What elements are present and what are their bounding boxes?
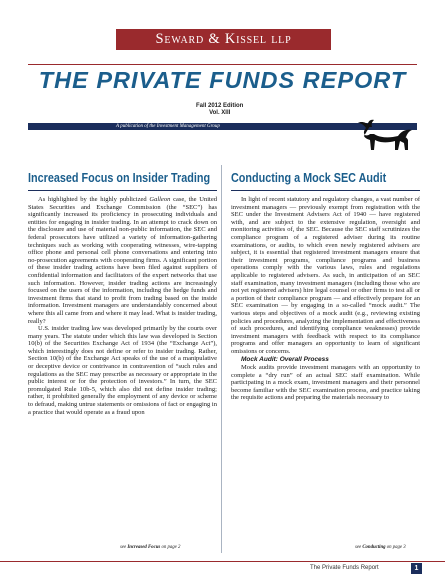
report-title: THE PRIVATE FUNDS REPORT bbox=[38, 67, 407, 93]
section-subhead: Mock Audit: Overall Process bbox=[241, 356, 329, 364]
article-paragraph: Mock audits provide investment managers with an opportunity to complete a “dry run” of an actual SEC staff examination. While participating in a mock exam, investment managers and their personnel become familiar with the SEC examination process, and practice taking the requisite actions and preparing the materials necessary to bbox=[231, 364, 420, 402]
headline-rule bbox=[231, 190, 420, 191]
firm-logo bbox=[116, 29, 331, 50]
article-headline: Conducting a Mock SEC Audit bbox=[231, 170, 387, 185]
column-divider bbox=[221, 165, 222, 553]
firm-logo-text: Seward & Kissel llp bbox=[155, 31, 292, 47]
article-body bbox=[231, 196, 420, 551]
edition-info bbox=[196, 103, 243, 117]
tagline: A publication of the Investment Management Group bbox=[116, 124, 220, 129]
article-paragraph: As highlighted by the highly publicized Galleon case, the United States Securities and Exchange Commission (the “SEC”) has significantly increased its proficiency in prosecuting individuals and entities for engaging in insider trading. In an attempt to crack down on the disclosure and use of material non-public information, the SEC and federal prosecutors have utilized a variety of information-gathering techniques such as working with cooperating witnesses, wire-tapping office phone and personal cell phone conversations and entering into no-prosecution agreements with cooperating firms. A significant portion of these insider trading actions have been filed against suppliers of confidential information and facilitators of the expert networks that use such information. However, insider trading actions are increasingly focused on the users of the information, including the hedge funds and investment firms that stand to profit from trading based on the inside information. Investment managers are understandably concerned about where this all came from and where it may lead. What is insider trading, really? bbox=[28, 196, 217, 325]
header-divider bbox=[28, 64, 417, 65]
article-paragraph: U.S. insider trading law was developed primarily by the courts over many years. The statute under which this law was developed is Section 10(b) of the Securities Exchange Act of 1934 (the “Exchange Act”), which interestingly does not define or refer to insider trading. Rather, Section 10(b) of the Exchange Act speaks of the use of a manipulative or deceptive device or contrivance in contravention of “such rules and regulations as the SEC may prescribe as necessary or appropriate in the public interest or for the protection of investors.” In turn, the SEC promulgated Rule 10b-5, which also did not define insider trading; rather, it prohibited generally the employment of any device or scheme to defraud, making untrue statements or omissions of fact or engaging in a practice that would operate as a fraud upon bbox=[28, 325, 217, 416]
article-paragraph: In light of recent statutory and regulatory changes, a vast number of investment managers — previously exempt from registration with the SEC under the Investment Advisers Act of 1940 — have registered with, and are subject to the extensive regulation, oversight and monitoring activities of, the SEC. Because the SEC staff scrutinizes the compliance program of a registered adviser during its routine examinations, or audits, to which even newly registered advisers are subject, it is essential that registered investment managers ensure that their investment programs, compliance programs and business operations comply with the various laws, rules and regulations applicable to registered advisers. As such, in anticipation of an SEC staff examination, many investment managers (including those who are not yet registered advisers) hire legal counsel or other firms to test all or a portion of their compliance program — and effectively prepare for an SEC examination — by engaging in a so-called “mock audit.” The various steps and objectives of a mock audit (e.g., reviewing existing policies and procedures, analyzing the implementation and effectiveness of such procedures, and identifying compliance weaknesses) provide investment managers with feedback with respect to its compliance programs and offer managers an opportunity to learn of significant omissions or concerns. bbox=[231, 196, 420, 355]
continued-link[interactable]: see Conducting on page 3 bbox=[355, 545, 406, 550]
footer-publication: The Private Funds Report bbox=[310, 565, 379, 571]
volume-label: Vol. XIII bbox=[209, 110, 231, 116]
edition-label: Fall 2012 Edition bbox=[196, 103, 244, 109]
continued-link[interactable]: see Increased Focus on page 2 bbox=[120, 545, 181, 550]
article-body bbox=[28, 196, 217, 551]
headline-rule bbox=[28, 190, 217, 191]
footer-divider bbox=[0, 561, 445, 562]
article-headline: Increased Focus on Insider Trading bbox=[28, 170, 211, 185]
case-name: Galleon bbox=[149, 196, 171, 203]
bull-icon bbox=[356, 116, 414, 154]
page-number: 1 bbox=[411, 563, 422, 574]
